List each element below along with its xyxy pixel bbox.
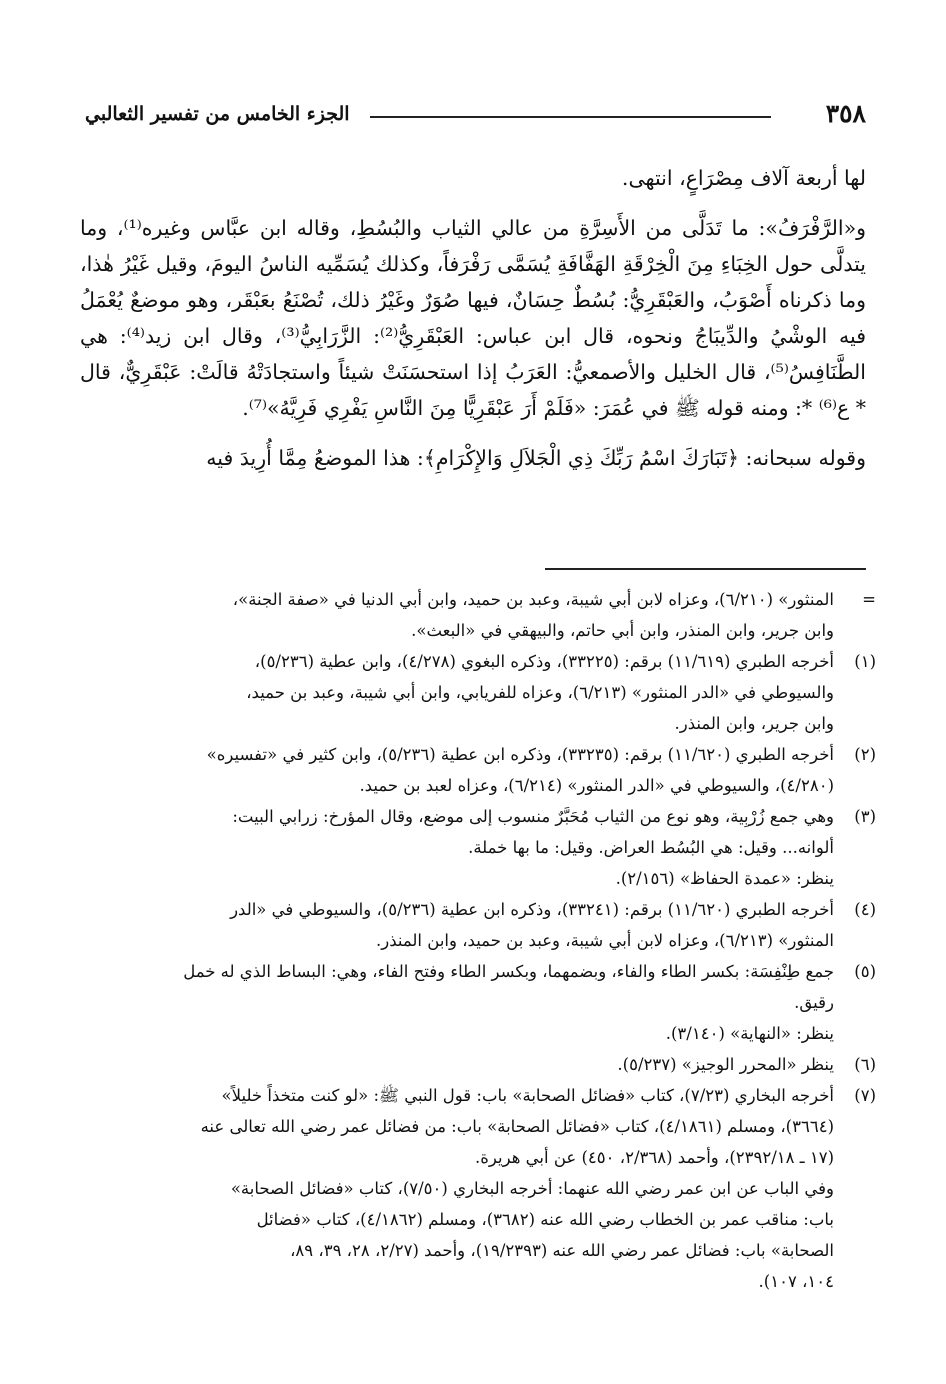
footnote (80, 584, 876, 646)
footnote-line: ينظر: «النهاية» (٣/١٤٠). (665, 1024, 834, 1043)
footnote-line: ألوانه... وقيل: هي البُسُط العراض. وقيل: ما بها خملة. (468, 838, 834, 857)
footnote-line: ينظر: «عمدة الحفاظ» (٢/١٥٦). (615, 869, 834, 888)
footnote-line: (١٧ ـ ٢٣٩٢/١٨)، وأحمد (٢/٣٦٨، ٤٥٠) عن أبي هريرة. (475, 1148, 834, 1167)
footnote (80, 1049, 876, 1080)
footnote-line: وهي جمع زُرْبِية، وهو نوع من الثياب مُحَبَّرٌ منسوب إلى موضع، وقال المؤرخ: زرابي البيت: (232, 807, 834, 826)
footnote-line: وابن جرير، وابن المنذر، وابن أبي حاتم، والبيهقي في «البعث». (411, 621, 834, 640)
footnote-line: أخرجه البخاري (٧/٢٣)، كتاب «فضائل الصحابة» باب: قول النبي ﷺ: «لو كنت متخذاً خليلاً» (221, 1086, 834, 1105)
paragraph: لها أربعة آلاف مِصْرَاعٍ، انتهى. (621, 166, 866, 190)
footnote-line: ١٠٤، ١٠٧). (758, 1272, 834, 1291)
footnote-line: الصحابة» باب: فضائل عمر رضي الله عنه (١٩/٢٣٩٣)، وأحمد (٢/٢٧، ٢٨، ٣٩، ٨٩، (290, 1241, 834, 1260)
footnote-line: جمع طِنْفِسَة: بكسر الطاء والفاء، وبضمهما، وبكسر الطاء وفتح الفاء، وهي: البساط الذي له خمل (183, 962, 834, 981)
footnote (80, 1080, 876, 1297)
footnote (80, 894, 876, 956)
footnote-line: (٤/٢٨٠)، والسيوطي في «الدر المنثور» (٦/٢١٤)، وعزاه لعبد بن حميد. (359, 776, 834, 795)
footnote-line: باب: مناقب عمر بن الخطاب رضي الله عنه (٣٦٨٢)، ومسلم (٤/١٨٦٢)، كتاب «فضائل (256, 1210, 834, 1229)
footnote-text (80, 894, 834, 956)
footnote-number: (٤) (854, 900, 876, 919)
footnote-line: وفي الباب عن ابن عمر رضي الله عنهما: أخرجه البخاري (٧/٥٠)، كتاب «فضائل الصحابة» (230, 1179, 834, 1198)
footnote-line: ينظر «المحرر الوجيز» (٥/٢٣٧). (617, 1055, 834, 1074)
footnote-line: وابن جرير، وابن المنذر. (674, 714, 834, 733)
footnote-number: (٢) (854, 745, 876, 764)
footnote (80, 646, 876, 739)
footnote (80, 956, 876, 1049)
footnote-text (80, 646, 834, 739)
footnote-number: = (862, 590, 876, 609)
running-title: الجزء الخامس من تفسير الثعالبي (85, 103, 350, 125)
footnote-text (80, 956, 834, 1049)
footnote (80, 801, 876, 894)
footnotes (80, 584, 876, 1297)
footnote-text (80, 1049, 834, 1080)
footnote-text (80, 584, 834, 646)
main-text (80, 160, 866, 476)
footnote-number: (٣) (854, 807, 876, 826)
footnote-line: رقيق. (794, 993, 834, 1012)
footnote-line: أخرجه الطبري (١١/٦٢٠) برقم: (٣٣٢٤١)، وذكره ابن عطية (٥/٢٣٦)، والسيوطي في «الدر (230, 900, 834, 919)
footnote-line: أخرجه الطبري (١١/٦٢٠) برقم: (٣٣٢٣٥)، وذكره ابن عطية (٥/٢٣٦)، وابن كثير في «تفسيره» (206, 745, 834, 764)
footnote-line: المنثور» (٦/٢١٠)، وعزاه لابن أبي شيبة، وعبد بن حميد، وابن أبي الدنيا في «صفة الجنة»، (232, 590, 834, 609)
footnote-number: (٦) (854, 1055, 876, 1074)
paragraph: و«الرَّفْرَفُ»: ما تَدَلَّى من الأَسِرَّةِ من عالي الثياب والبُسُطِ، وقاله ابن عبَّاس وغيره⁽¹⁾، وما يتدلَّى حول الخِبَاءِ مِنَ الْخِرْقَةِ الهَفَّافَةِ يُسَمَّى رَفْرَفاً، وكذلك يُسَمِّيه الناسُ اليومَ، وقيل غَيْرُ هٰذا، وما ذكرناه أَصْوَبُ، والعَبْقَرِيُّ: بُسُطٌ حِسَانٌ، فيها صُوَرٌ وغَيْرُ ذلك، تُصْنَعُ بعَبْقَر، وهو موضعٌ يُعْمَلُ فيه الوشْيُ والدِّيبَاجُ ونحوه، قال ابن عباس: العَبْقَرِيُّ⁽²⁾: الزَّرَابِيُّ⁽³⁾، وقال ابن زيد⁽⁴⁾: هي الطَّنَافِسُ⁽⁵⁾، قال الخليل والأصمعيُّ: العَرَبُ إذا استحسَنَتْ شيئاً واستجادَتْهُ قالَتْ: عَبْقَرِيٌّ، قال * ع⁽⁶⁾ *: ومنه قوله ﷺ في عُمَرَ: «فَلَمْ أَرَ عَبْقَرِيًّا مِنَ النَّاسِ يَفْرِي فَرِيَّهُ»⁽⁷⁾. (80, 216, 867, 420)
footnote-line: أخرجه الطبري (١١/٦١٩) برقم: (٣٣٢٢٥)، وذكره البغوي (٤/٢٧٨)، وابن عطية (٥/٢٣٦)، (254, 652, 834, 671)
footnote-divider (545, 568, 866, 570)
header-rule (370, 116, 771, 118)
footnote (80, 739, 876, 801)
footnote-line: والسيوطي في «الدر المنثور» (٦/٢١٣)، وعزاه للفريابي، وابن أبي شيبة، وعبد بن حميد، (246, 683, 834, 702)
footnote-text (80, 1080, 834, 1297)
footnote-line: (٣٦٦٤)، ومسلم (٤/١٨٦١)، كتاب «فضائل الصحابة» باب: من فضائل عمر رضي الله تعالى عنه (200, 1117, 834, 1136)
footnote-text (80, 739, 834, 801)
footnote-text (80, 801, 834, 894)
footnote-line: المنثور» (٦/٢١٣)، وعزاه لابن أبي شيبة، وعبد بن حميد، وابن المنذر. (376, 931, 834, 950)
paragraph: وقوله سبحانه: ﴿تَبَارَكَ اسْمُ رَبِّكَ ذِي الْجَلاَلِ وَالإِكْرَامِ﴾: هذا الموضعُ مِمَّا أُرِيدَ فيه (206, 446, 866, 470)
footnote-number: (١) (854, 652, 876, 671)
page-header (85, 96, 866, 136)
page-number: ٣٥٨ (825, 99, 866, 128)
footnote-number: (٧) (854, 1086, 876, 1105)
footnote-number: (٥) (854, 962, 876, 981)
